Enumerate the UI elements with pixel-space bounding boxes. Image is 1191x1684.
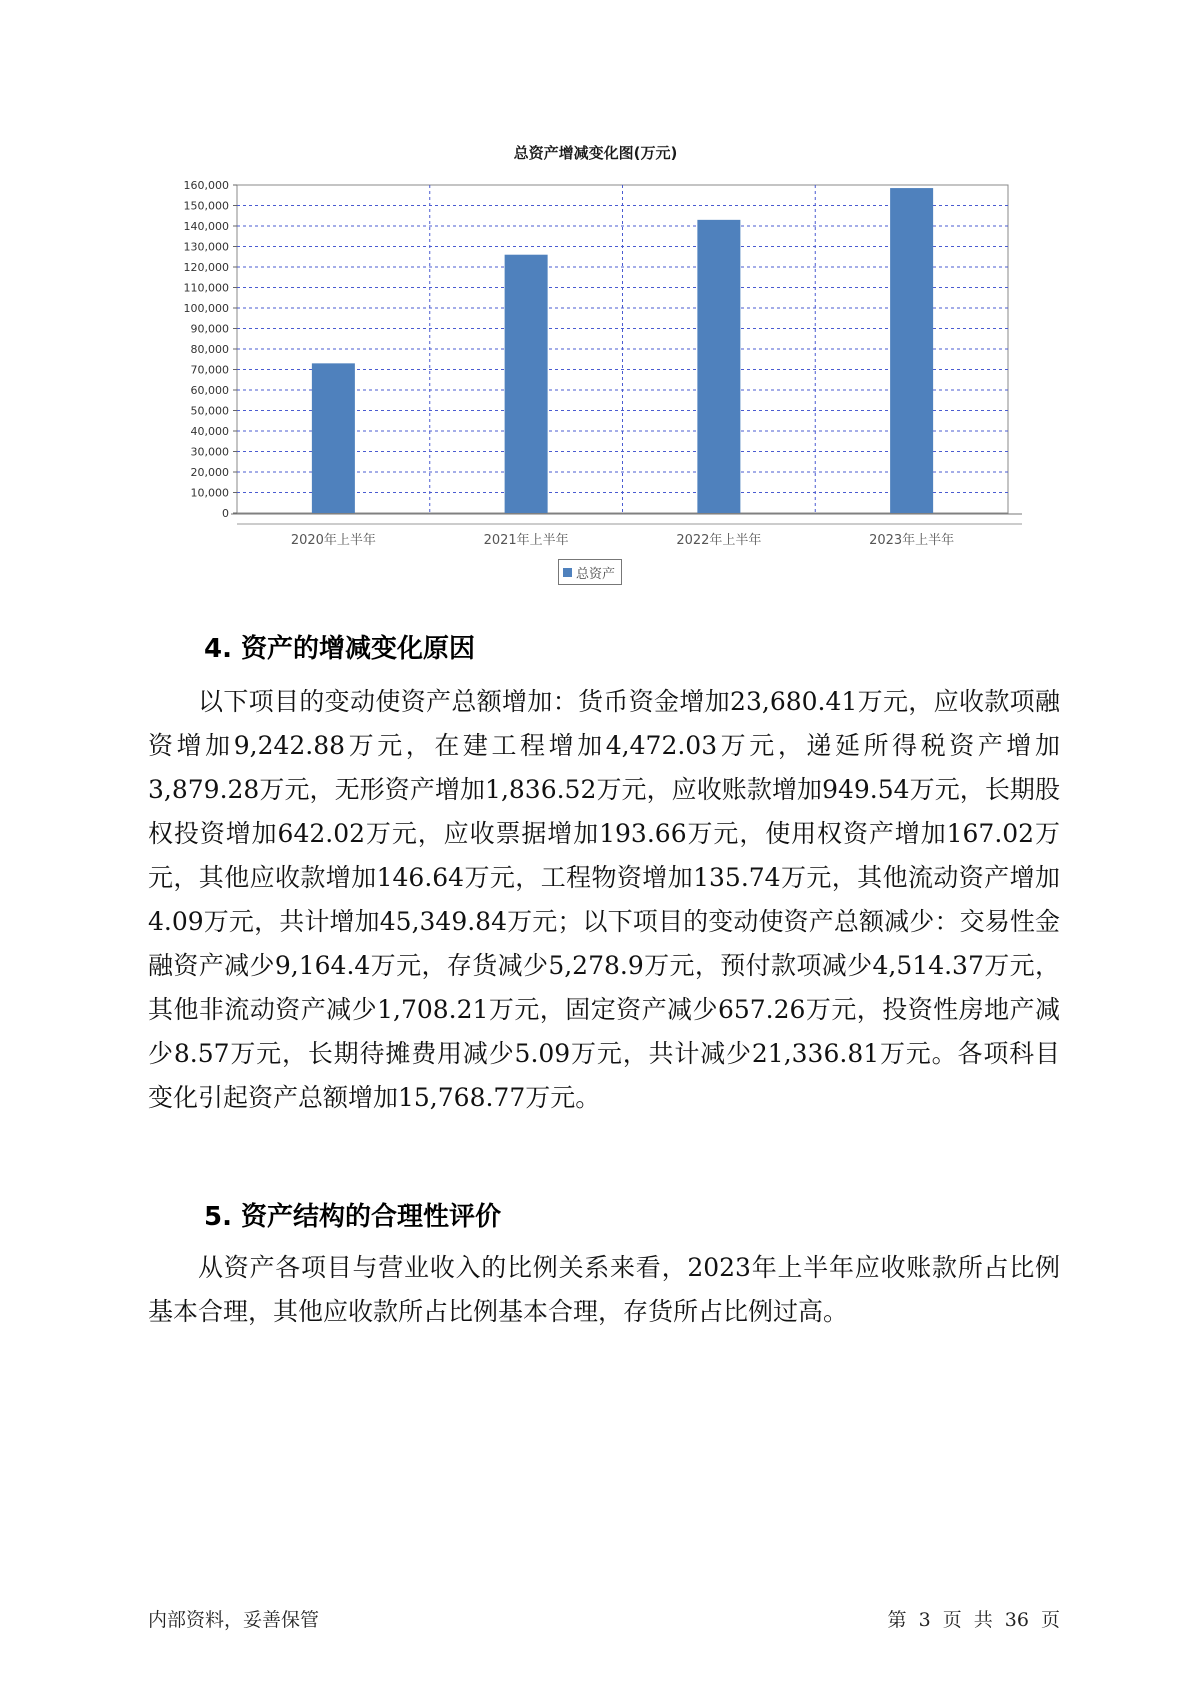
y-tick-label: 160,000 xyxy=(183,179,229,192)
y-tick-label: 130,000 xyxy=(183,240,229,254)
y-tick-label: 140,000 xyxy=(183,220,229,233)
section-5-paragraph: 从资产各项目与营业收入的比例关系来看，2023年上半年应收账款所占比例基本合理，其他应收款所占比例基本合理，存货所占比例过高。 xyxy=(148,1253,1060,1326)
x-tick-label: 2020年上半年 xyxy=(290,533,376,548)
bar xyxy=(697,220,740,513)
y-tick-label: 120,000 xyxy=(183,261,229,274)
x-tick-label: 2023年上半年 xyxy=(869,533,955,548)
y-tick-label: 90,000 xyxy=(190,322,229,336)
y-tick-label: 60,000 xyxy=(190,384,229,397)
x-tick-label: 2021年上半年 xyxy=(483,533,569,548)
y-tick-label: 30,000 xyxy=(190,445,229,459)
section-4-heading: 4. 资产的增减变化原因 xyxy=(204,634,476,664)
footer-confidential-note: 内部资料，妥善保管 xyxy=(148,1609,320,1631)
y-tick-label: 10,000 xyxy=(190,486,229,500)
y-tick-label: 100,000 xyxy=(183,302,229,315)
y-tick-label: 70,000 xyxy=(190,363,229,377)
footer-page-number: 第 3 页 共 36 页 xyxy=(887,1609,1060,1631)
y-tick-label: 80,000 xyxy=(190,343,229,356)
y-tick-label: 150,000 xyxy=(183,199,229,213)
bar xyxy=(890,188,933,513)
chart-legend xyxy=(558,559,622,585)
y-tick-label: 20,000 xyxy=(190,466,229,479)
bar xyxy=(505,255,548,513)
y-tick-label: 0 xyxy=(222,507,229,520)
y-tick-label: 50,000 xyxy=(190,404,229,418)
legend-swatch xyxy=(563,568,572,577)
x-tick-label: 2022年上半年 xyxy=(676,533,762,548)
y-tick-label: 110,000 xyxy=(183,281,229,295)
legend-label: 总资产 xyxy=(576,566,616,582)
chart-title: 总资产增减变化图(万元) xyxy=(513,144,678,162)
section-5-heading: 5. 资产结构的合理性评价 xyxy=(204,1202,502,1232)
y-tick-label: 40,000 xyxy=(190,425,229,438)
section-4-paragraph: 以下项目的变动使资产总额增加：货币资金增加23,680.41万元，应收款项融资增加9,242.88万元，在建工程增加4,472.03万元，递延所得税资产增加3,879.28万元，无形资产增加1,836.52万元，应收账款增加949.54万元，长期股权投资增加642.02万元，应收票据增加193.66万元，使用权资产增加167.02万元，其他应收款增加146.64万元，工程物资增加135.74万元，其他流动资产增加4.09万元，共计增加45,349.84万元；以下项目的变动使资产总额减少：交易性金融资产减少9,164.4万元，存货减少5,278.9万元，预付款项减少4,514.37万元，其他非流动资产减少1,708.21万元，固定资产减少657.26万元，投资性房地产减少8.57万元，长期待摊费用减少5.09万元，共计减少21,336.81万元。各项科目变化引起资产总额增加15,768.77万元。 xyxy=(148,687,1060,1112)
total-assets-bar-chart xyxy=(0,0,1191,620)
bar xyxy=(312,363,355,513)
